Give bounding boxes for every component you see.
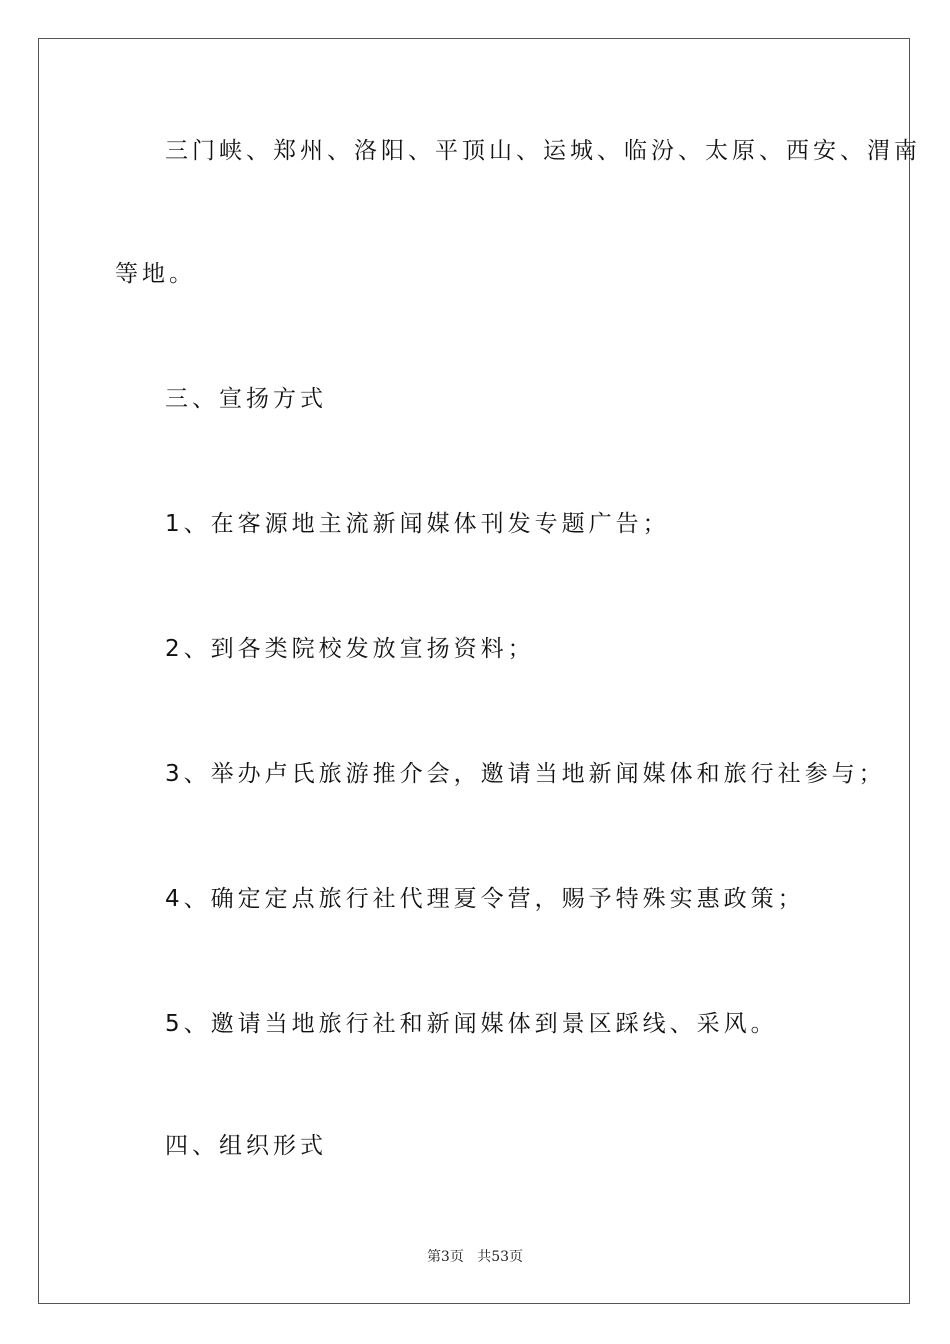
- list-item: 2、到各类院校发放宣扬资料；: [165, 636, 535, 662]
- list-item: 3、举办卢氏旅游推介会，邀请当地新闻媒体和旅行社参与；: [165, 761, 886, 787]
- body-text-line-continuation: 等地。: [115, 261, 196, 287]
- page-number: 第3页: [426, 1249, 464, 1265]
- section-heading-organization: 四、组织形式: [165, 1133, 327, 1159]
- body-text-line: 三门峡、郑州、洛阳、平顶山、运城、临汾、太原、西安、渭南: [165, 138, 921, 164]
- list-item: 4、确定定点旅行社代理夏令营，赐予特殊实惠政策；: [165, 886, 805, 912]
- page-footer: [0, 1246, 950, 1266]
- list-item: 5、邀请当地旅行社和新闻媒体到景区踩线、采风。: [165, 1011, 778, 1037]
- total-pages: 共53页: [477, 1249, 524, 1265]
- section-heading-promotion: 三、宣扬方式: [165, 386, 327, 412]
- page-border: [38, 38, 910, 1304]
- list-item: 1、在客源地主流新闻媒体刊发专题广告；: [165, 511, 670, 537]
